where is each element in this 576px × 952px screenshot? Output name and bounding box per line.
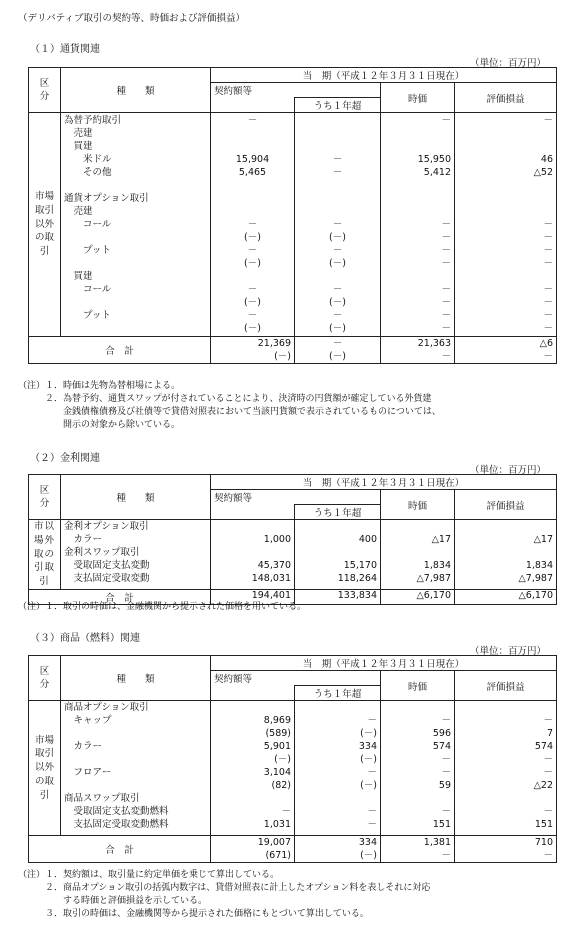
section-1-notes xyxy=(18,380,441,432)
header-valuation: 評価損益 xyxy=(455,490,557,520)
section-3-contract: 8,969 (589) 5,901 (－) 3,104 (82) － 1,031 xyxy=(211,701,295,836)
header-contract: 契約額等 xyxy=(211,671,381,686)
section-2-types: 金利オプション取引 カラー 金利スワップ取引 受取固定支払変動 支払固定受取変動 xyxy=(61,520,211,590)
section-2-contract: 1,000 45,370 148,031 xyxy=(211,520,295,590)
header-contract: 契約額等 xyxy=(211,490,381,505)
section-3-side-label: 市場取引以外の取引 xyxy=(29,701,61,836)
section-1-valuation: － 46 △52 － － － － － － － － xyxy=(455,113,557,337)
section-3-note: する時価と評価損益を示している。 xyxy=(18,896,208,906)
section-3-note: （注）１．契約額は、取引量に約定単価を乗じて算出している。 xyxy=(18,870,280,880)
section-3-unit: （単位：百万円） xyxy=(470,646,547,657)
section-1-total-over-1-year: － (－) xyxy=(295,337,381,364)
section-2-title: （２）金利関連 xyxy=(30,453,100,464)
section-1-note: 金銭債権債務及び社債等で貸借対照表において当該円貨額で表示されているものについては、 xyxy=(18,407,441,417)
header-period: 当 期（平成１２年３月３１日現在） xyxy=(211,475,557,490)
section-1-contract: － 15,904 5,465 － (－) － (－) － (－) － (－) xyxy=(211,113,295,337)
section-3-total-valuation: 710 － xyxy=(455,836,557,863)
section-3-note: ２．商品オプション取引の括弧内数字は、貸借対照表に計上したオプション料を表しそれに対応 xyxy=(18,883,431,893)
header-over-1-year: うち１年超 xyxy=(295,505,381,520)
header-market-value: 時価 xyxy=(381,671,455,701)
header-kubun: 区 分 xyxy=(29,68,61,113)
header-type: 種 類 xyxy=(61,68,211,113)
section-1-title: （１）通貨関連 xyxy=(30,44,100,55)
header-type: 種 類 xyxy=(61,656,211,701)
section-1-unit: （単位：百万円） xyxy=(470,58,547,69)
section-2-total-label: 合 計 xyxy=(29,589,211,604)
section-2-total-over-1-year: 133,834 xyxy=(295,589,381,604)
section-1-side-label: 市場取引以外の取引 xyxy=(29,113,61,337)
section-3-note: ３．取引の時価は、金融機関等から提示された価格にもとづいて算出している。 xyxy=(18,909,369,919)
section-1-market-value: － 15,950 5,412 － － － － － － － － xyxy=(381,113,455,337)
header-contract: 契約額等 xyxy=(211,83,381,98)
section-2-over-1-year: 400 15,170 118,264 xyxy=(295,520,381,590)
section-3-market-value: － 596 574 － － 59 － 151 xyxy=(381,701,455,836)
section-1-note: ２．為替予約、通貨スワップが付されていることにより、決済時の円貨額が確定している外貨建 xyxy=(18,394,432,404)
header-over-1-year: うち１年超 xyxy=(295,98,381,113)
header-valuation: 評価損益 xyxy=(455,671,557,701)
section-1-total-label: 合 計 xyxy=(29,337,211,364)
header-period: 当 期（平成１２年３月３１日現在） xyxy=(211,656,557,671)
section-1-note: 開示の対象から除いている。 xyxy=(18,420,181,430)
section-1-total-market-value: 21,363 － xyxy=(381,337,455,364)
section-2-side-label: 市以場外取の引取引 xyxy=(29,520,61,590)
header-period: 当 期（平成１２年３月３１日現在） xyxy=(211,68,557,83)
section-3-total-label: 合 計 xyxy=(29,836,211,863)
currency-table xyxy=(28,67,557,364)
section-3-types: 商品オプション取引 キャップ カラー フロアー 商品スワップ取引 受取固定支払変動燃料 支払固定受取変動燃料 xyxy=(61,701,211,836)
section-2-market-value: △17 1,834 △7,987 xyxy=(381,520,455,590)
section-1-total-valuation: △6 － xyxy=(455,337,557,364)
section-2-total-contract: 194,401 xyxy=(211,589,295,604)
section-2-unit: （単位：百万円） xyxy=(470,465,547,476)
section-2-total-valuation: △6,170 xyxy=(455,589,557,604)
header-over-1-year: うち１年超 xyxy=(295,686,381,701)
header-kubun: 区 分 xyxy=(29,656,61,701)
section-2-notes xyxy=(18,601,306,614)
section-2-valuation: △17 1,834 △7,987 xyxy=(455,520,557,590)
header-market-value: 時価 xyxy=(381,83,455,113)
header-market-value: 時価 xyxy=(381,490,455,520)
interest-rate-table xyxy=(28,474,557,605)
section-1-over-1-year: － － － (－) － (－) － (－) － (－) xyxy=(295,113,381,337)
document-title: （デリバティブ取引の契約等、時価および評価損益） xyxy=(18,13,245,24)
section-3-total-over-1-year: 334 (－) xyxy=(295,836,381,863)
header-type: 種 類 xyxy=(61,475,211,520)
header-valuation: 評価損益 xyxy=(455,83,557,113)
section-3-title: （３）商品（燃料）関連 xyxy=(30,633,140,644)
section-3-total-contract: 19,007 (671) xyxy=(211,836,295,863)
header-kubun: 区 分 xyxy=(29,475,61,520)
section-3-notes xyxy=(18,869,430,921)
section-1-note: （注）１．時価は先物為替相場による。 xyxy=(18,381,181,391)
section-2-total-market-value: △6,170 xyxy=(381,589,455,604)
section-3-over-1-year: － (－) 334 (－) － (－) － － xyxy=(295,701,381,836)
section-3-valuation: － 7 574 － － △22 － 151 xyxy=(455,701,557,836)
section-1-total-contract: 21,369 (－) xyxy=(211,337,295,364)
section-2-note: （注）１．取引の時価は、金融機関から提示された価格を用いている。 xyxy=(18,602,307,612)
commodity-table xyxy=(28,655,557,863)
section-3-total-market-value: 1,381 － xyxy=(381,836,455,863)
section-1-types: 為替予約取引 売建 買建 米ドル その他 通貨オプション取引 売建 コール プット 買建 コール プット xyxy=(61,113,211,337)
